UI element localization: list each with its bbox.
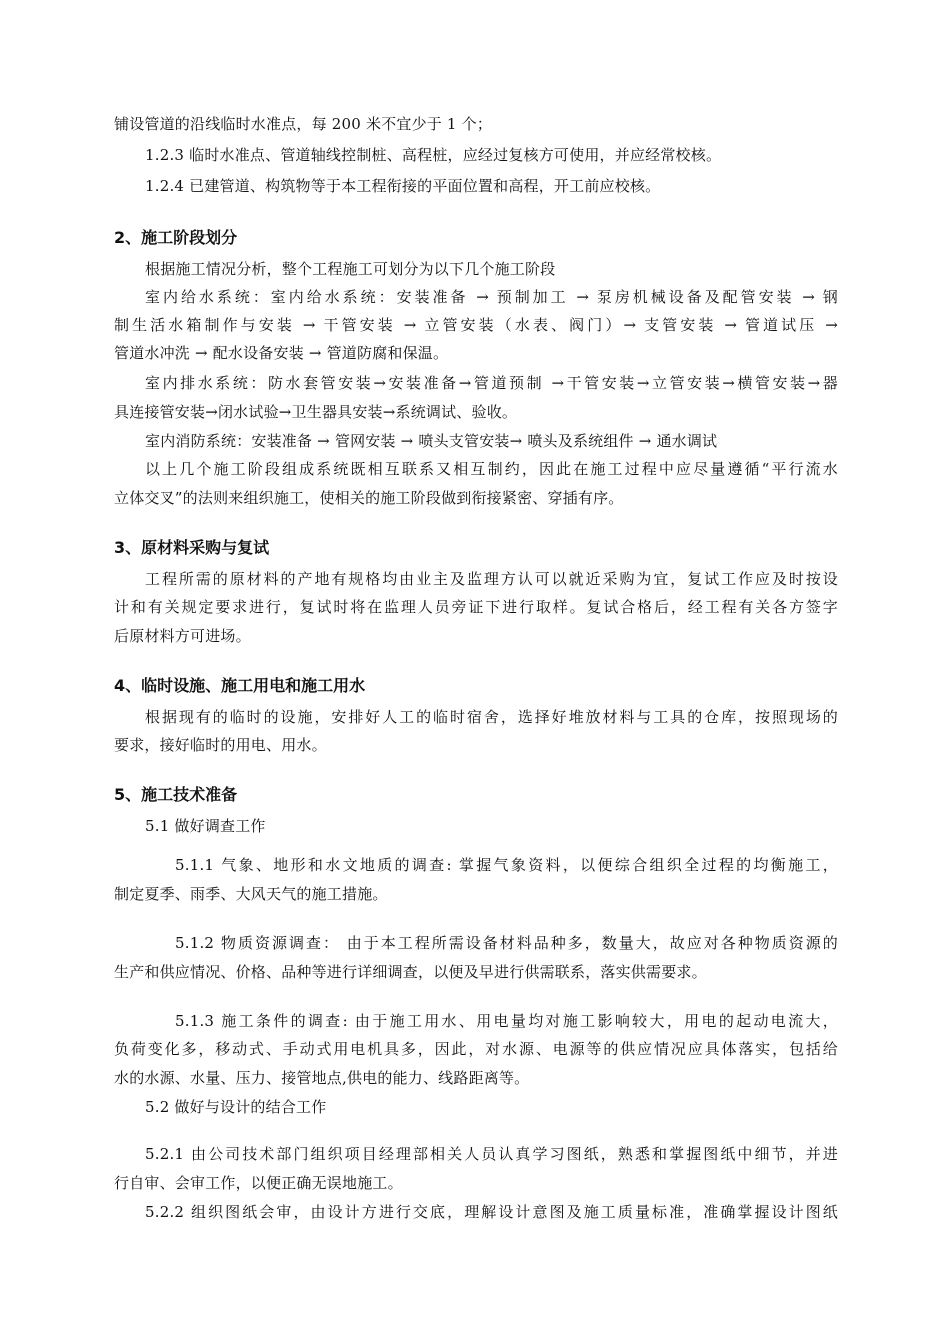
text-line: 水的水源、水量、压力、接管地点,供电的能力、线路距离等。 (114, 1069, 530, 1087)
text-line: 管道水冲洗 → 配水设备安装 → 管道防腐和保温。 (114, 344, 449, 362)
text-line: 5.1.2 物质资源调查： 由于本工程所需设备材料品种多，数量大，故应对各种物质资源的 (175, 934, 838, 952)
text-line: 5.1.3 施工条件的调查: 由于施工用水、用电量均对施工影响较大，用电的起动电流大， (175, 1012, 838, 1030)
text-line: 1.2.4 已建管道、构筑物等于本工程衔接的平面位置和高程，开工前应校核。 (145, 177, 661, 195)
text-line: 铺设管道的沿线临时水准点，每 200 米不宜少于 1 个； (114, 115, 493, 133)
section-heading: 5、施工技术准备 (114, 785, 238, 804)
text-line: 后原材料方可进场。 (114, 627, 251, 645)
text-line: 立体交叉”的法则来组织施工，使相关的施工阶段做到衔接紧密、穿插有序。 (114, 489, 624, 507)
text-line: 要求，接好临时的用电、用水。 (114, 736, 327, 754)
text-line: 根据施工情况分析，整个工程施工可划分为以下几个施工阶段 (145, 260, 556, 278)
text-line: 具连接管安装→闭水试验→卫生器具安装→系统调试、验收。 (114, 403, 518, 421)
text-line: 生产和供应情况、价格、品种等进行详细调查，以便及早进行供需联系，落实供需要求。 (114, 963, 707, 981)
text-line: 负荷变化多，移动式、手动式用电机具多，因此，对水源、电源等的供应情况应具体落实，包括给 (114, 1040, 838, 1058)
text-line: 5.2.2 组织图纸会审，由设计方进行交底，理解设计意图及施工质量标准，准确掌握设计图纸 (145, 1203, 838, 1221)
section-heading: 2、施工阶段划分 (114, 228, 238, 247)
text-line: 1.2.3 临时水准点、管道轴线控制桩、高程桩，应经过复核方可使用，并应经常校核。 (145, 146, 722, 164)
text-line: 以上几个施工阶段组成系统既相互联系又相互制约，因此在施工过程中应尽量遵循“平行流水 (145, 460, 838, 478)
text-line: 制定夏季、雨季、大风天气的施工措施。 (114, 885, 388, 903)
text-line: 室内排水系统：防水套管安装→安装准备→管道预制 →干管安装→立管安装→横管安装→器 (145, 374, 838, 392)
text-line: 行自审、会审工作，以便正确无误地施工。 (114, 1174, 403, 1192)
text-line: 室内消防系统：安装准备 → 管网安装 → 喷头支管安装→ 喷头及系统组件 → 通水调试 (145, 432, 718, 450)
text-line: 5.2 做好与设计的结合工作 (145, 1098, 327, 1116)
section-heading: 3、原材料采购与复试 (114, 538, 270, 557)
text-line: 5.1 做好调查工作 (145, 817, 266, 835)
text-line: 工程所需的原材料的产地有规格均由业主及监理方认可以就近采购为宜，复试工作应及时按设 (145, 570, 838, 588)
text-line: 根据现有的临时的设施，安排好人工的临时宿舍，选择好堆放材料与工具的仓库，按照现场的 (145, 708, 838, 726)
text-line: 计和有关规定要求进行，复试时将在监理人员旁证下进行取样。复试合格后，经工程有关各方签字 (114, 598, 838, 616)
text-line: 5.2.1 由公司技术部门组织项目经理部相关人员认真学习图纸，熟悉和掌握图纸中细节，并进 (145, 1145, 838, 1163)
text-line: 室内给水系统：室内给水系统：安装准备 → 预制加工 → 泵房机械设备及配管安装 → 钢 (145, 288, 838, 306)
text-line: 5.1.1 气象、地形和水文地质的调查: 掌握气象资料，以便综合组织全过程的均衡施工， (175, 856, 838, 874)
text-line: 制生活水箱制作与安装 → 干管安装 → 立管安装（水表、阀门）→ 支管安装 → 管道试压 → (114, 316, 838, 334)
section-heading: 4、临时设施、施工用电和施工用水 (114, 676, 366, 695)
